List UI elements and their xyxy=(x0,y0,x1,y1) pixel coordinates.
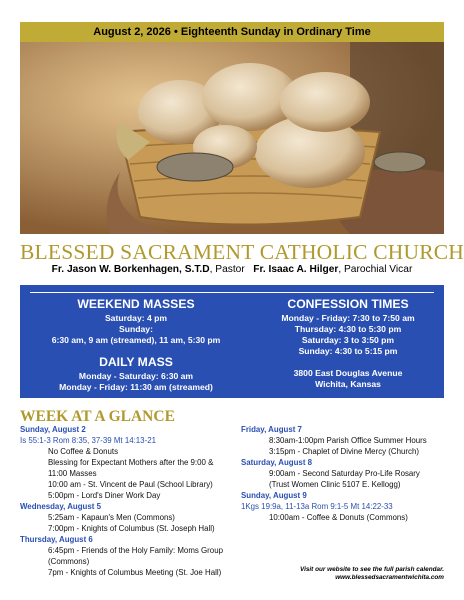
pastor-role: , Pastor xyxy=(209,264,245,275)
bread-basket-illustration xyxy=(20,42,444,234)
confession-line: Monday - Friday: 7:30 to 7:50 am xyxy=(281,313,415,323)
vicar-role: , Parochial Vicar xyxy=(338,264,413,275)
event: 9:00am - Second Saturday Pro-Life Rosary xyxy=(269,469,420,478)
event: 3:15pm - Chaplet of Divine Mercy (Church) xyxy=(269,447,419,456)
day-heading: Sunday, August 2 xyxy=(20,425,86,434)
date-banner-text: August 2, 2026 • Eighteenth Sunday in Ordinary Time xyxy=(93,26,371,38)
pastor-name: Fr. Jason W. Borkenhagen, S.T.D xyxy=(51,264,210,275)
event: 5:00pm - Lord's Diner Work Day xyxy=(48,491,161,500)
day-heading: Sunday, August 9 xyxy=(241,491,307,500)
event: 6:45pm - Friends of the Holy Family: Moms Group xyxy=(48,546,223,555)
website-footer xyxy=(300,566,444,582)
event: 11:00 Masses xyxy=(48,469,97,478)
vicar-name: Fr. Isaac A. Hilger xyxy=(253,264,339,275)
event: 5:25am - Kapaun's Men (Commons) xyxy=(48,513,175,522)
day-heading: Thursday, August 6 xyxy=(20,535,93,544)
date-banner xyxy=(20,22,444,42)
address-line: 3800 East Douglas Avenue xyxy=(293,368,403,378)
mass-schedule-box xyxy=(20,285,444,398)
daily-line: Monday - Friday: 11:30 am (streamed) xyxy=(59,382,213,392)
confession-times-title: CONFESSION TIMES xyxy=(287,297,409,311)
website-link[interactable]: www.blessedsacramentwichita.com xyxy=(335,574,444,581)
week-at-a-glance-title: WEEK AT A GLANCE xyxy=(20,408,175,425)
footer-note: Visit our website to see the full parish calendar. xyxy=(300,566,444,573)
confession-column xyxy=(252,297,444,390)
event: Blessing for Expectant Mothers after the 9:00 & xyxy=(48,458,214,467)
readings: 1Kgs 19:9a, 11-13a Rom 9:1-5 Mt 14:22-33 xyxy=(241,502,393,511)
week-left-column xyxy=(20,424,240,578)
clergy-line xyxy=(20,264,444,275)
weekend-masses-title: WEEKEND MASSES xyxy=(77,297,195,311)
confession-line: Saturday: 3 to 3:50 pm xyxy=(301,335,395,345)
event: 7pm - Knights of Columbus Meeting (St. Joe Hall) xyxy=(48,568,222,577)
daily-mass-title: DAILY MASS xyxy=(99,355,173,369)
event: 10:00am - Coffee & Donuts (Commons) xyxy=(269,513,408,522)
weekend-line: 6:30 am, 9 am (streamed), 11 am, 5:30 pm xyxy=(51,335,221,345)
divider xyxy=(30,292,434,293)
confession-line: Sunday: 4:30 to 5:15 pm xyxy=(298,346,398,356)
daily-line: Monday - Saturday: 6:30 am xyxy=(78,371,194,381)
confession-line: Thursday: 4:30 to 5:30 pm xyxy=(294,324,402,334)
church-name: BLESSED SACRAMENT CATHOLIC CHURCH xyxy=(20,240,464,264)
event: 7:00pm - Knights of Columbus (St. Joseph Hall) xyxy=(48,524,215,533)
week-right-column xyxy=(241,424,453,523)
day-heading: Wednesday, August 5 xyxy=(20,502,101,511)
event: 10:00 am - St. Vincent de Paul (School Library) xyxy=(48,480,213,489)
day-heading: Saturday, August 8 xyxy=(241,458,313,467)
event: (Trust Women Clinic 5107 E. Kellogg) xyxy=(269,480,401,489)
readings: Is 55:1-3 Rom 8:35, 37-39 Mt 14:13-21 xyxy=(20,436,156,445)
event: No Coffee & Donuts xyxy=(48,447,119,456)
event: 8:30am-1:00pm Parish Office Summer Hours xyxy=(269,436,427,445)
day-heading: Friday, August 7 xyxy=(241,425,302,434)
weekend-line: Sunday: xyxy=(119,324,153,334)
weekend-line: Saturday: 4 pm xyxy=(104,313,168,323)
masses-column xyxy=(20,297,252,393)
address-line: Wichita, Kansas xyxy=(315,379,381,389)
bread-basket-photo xyxy=(20,42,444,234)
event: (Commons) xyxy=(48,557,90,566)
